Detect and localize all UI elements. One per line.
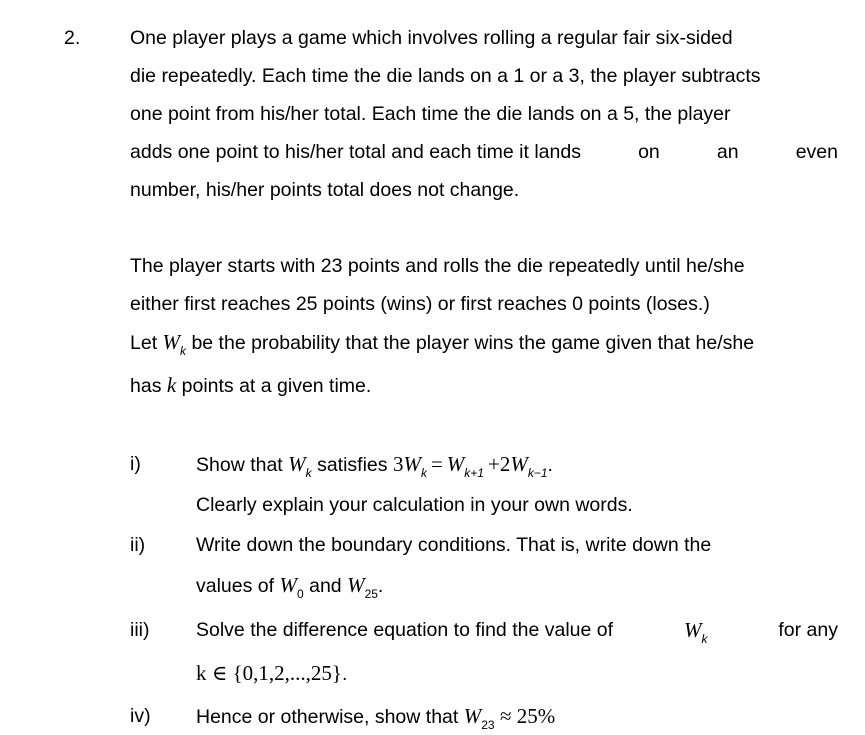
para1-line1: One player plays a game which involves rolling a regular fair six-sided [130, 27, 733, 49]
para2-line3: Let $W_k$ be the probability that the player wins the game given that he/she [130, 330, 755, 358]
part-i-label: i) [130, 453, 141, 475]
para2-line4: has k points at a given time. [130, 373, 372, 397]
part-iii-line1: Solve the difference equation to find the value of $W_k$ for any [196, 618, 838, 646]
para1-line5: number, his/her points total does not change. [130, 179, 520, 201]
para2-line1: The player starts with 23 points and rolls the die repeatedly until he/she [130, 255, 745, 277]
part-ii-label: ii) [130, 534, 146, 556]
para1-line2: die repeatedly. Each time the die lands on a 1 or a 3, the player subtracts [130, 65, 761, 87]
part-iii-line2: k ∈ {0,1,2,...,25}. [196, 661, 348, 685]
question-number: 2. [64, 27, 81, 49]
part-ii-line2: values of $W_0$ and $W_{25}$. [196, 573, 384, 601]
para1-line4: adds one point to his/her total and each time it lands on an even [130, 141, 838, 163]
part-ii-line1: Write down the boundary conditions. That is, write down the [196, 534, 712, 556]
part-iii-label: iii) [130, 619, 150, 641]
part-iv-line1: Hence or otherwise, show that $W_{23} \approx 25\%$ [196, 704, 556, 732]
part-i-line1: Show that $W_k$ satisfies $3W_k = W_{k+1} +2W_{k-1}$. [196, 452, 553, 480]
part-i-line2: Clearly explain your calculation in your own words. [196, 494, 633, 516]
para1-line3: one point from his/her total. Each time the die lands on a 5, the player [130, 103, 731, 125]
para2-line2: either first reaches 25 points (wins) or first reaches 0 points (loses.) [130, 293, 710, 315]
part-iv-label: iv) [130, 705, 151, 727]
